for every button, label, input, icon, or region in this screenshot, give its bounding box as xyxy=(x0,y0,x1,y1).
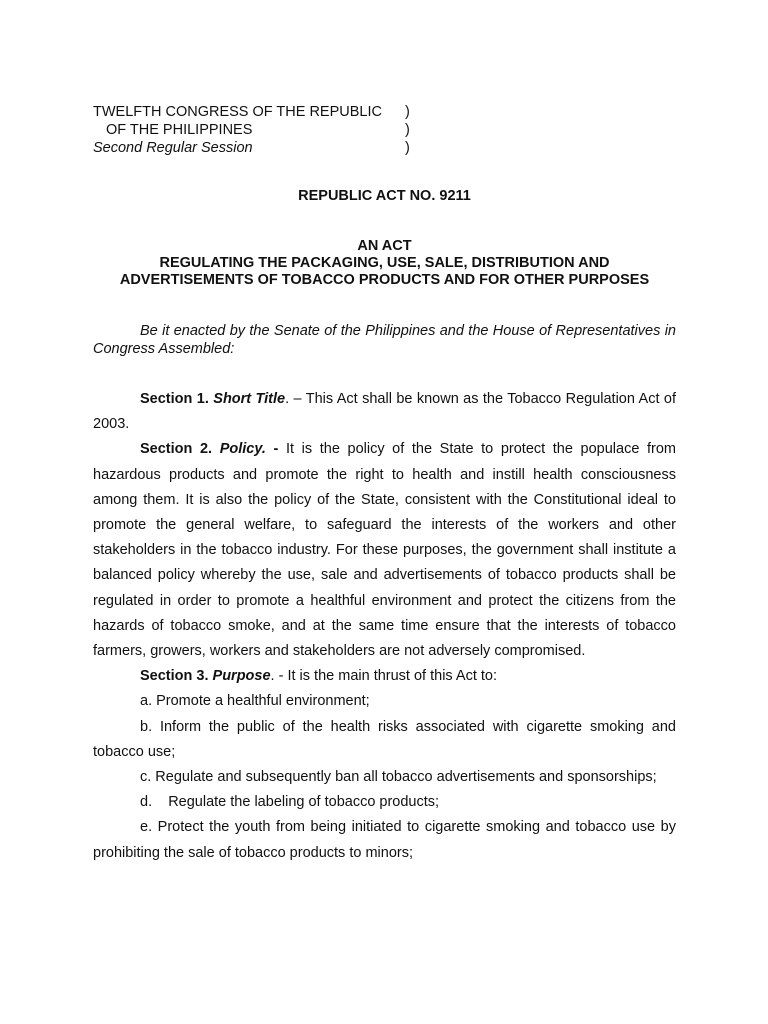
section-3-separator: . xyxy=(270,668,275,685)
header-paren-2: ) xyxy=(405,122,410,138)
header-session-text: Second Regular Session xyxy=(93,140,253,156)
section-3-title: Purpose xyxy=(212,668,271,685)
header-paren-3: ) xyxy=(405,140,410,156)
act-body xyxy=(93,387,676,866)
section-2-separator: - xyxy=(265,441,279,458)
header-line-3 xyxy=(93,139,423,157)
purpose-item-e: e. Protect the youth from being initiated to cigarette smoking and tobacco use by prohibiting the sale of tobacco products to minors; xyxy=(93,819,676,861)
purpose-item-b: b. Inform the public of the health risks associated with cigarette smoking and tobacco use; xyxy=(93,718,676,760)
header-line-2 xyxy=(93,121,423,139)
act-title-line-1: AN ACT xyxy=(357,238,412,254)
act-title-line-2: REGULATING THE PACKAGING, USE, SALE, DISTRIBUTION AND xyxy=(159,255,610,271)
section-2 xyxy=(93,437,676,664)
purpose-item-d: d. Regulate the labeling of tobacco products; xyxy=(140,794,440,811)
header-line-1 xyxy=(93,103,423,121)
congress-header xyxy=(93,103,423,157)
section-3 xyxy=(93,664,676,689)
section-1 xyxy=(93,387,676,437)
section-2-title: Policy. xyxy=(219,441,266,458)
act-title xyxy=(93,238,676,289)
section-3-text: - It is the main thrust of this Act to: xyxy=(274,668,497,685)
section-1-text: This Act shall be known as the Tobacco Regulation Act of 2003. xyxy=(93,391,676,433)
section-1-title: Short Title xyxy=(213,391,286,407)
act-title-line-3: ADVERTISEMENTS OF TOBACCO PRODUCTS AND FOR OTHER PURPOSES xyxy=(119,272,650,288)
enacting-clause: Be it enacted by the Senate of the Philippines and the House of Representatives in Congress Assembled: xyxy=(93,323,676,357)
header-congress-text: TWELFTH CONGRESS OF THE REPUBLIC xyxy=(93,104,382,120)
section-2-number: Section 2. xyxy=(140,441,213,458)
header-country-text: OF THE PHILIPPINES xyxy=(106,122,253,138)
section-1-number: Section 1. xyxy=(140,391,209,407)
act-number: REPUBLIC ACT NO. 9211 xyxy=(298,188,471,204)
section-3-number: Section 3. xyxy=(140,668,209,685)
section-1-separator: . – xyxy=(285,391,302,407)
purpose-item-c: c. Regulate and subsequently ban all tobacco advertisements and sponsorships; xyxy=(140,769,657,786)
section-2-text: It is the policy of the State to protect the populace from hazardous products and promote the right to health and instill health consciousness among them. It is also the policy of the State, consistent with the Constitutional ideal to promote the general welfare, to safeguard the interests of the workers and other stakeholders in the tobacco industry. For these purposes, the government shall institute a balanced policy whereby the use, sale and advertisements of tobacco products shall be regulated in order to promote a healthful environment and protect the citizens from the hazards of tobacco smoke, and at the same time ensure that the interests of tobacco farmers, growers, workers and stakeholders are not adversely compromised. xyxy=(93,441,677,660)
purpose-item-a: a. Promote a healthful environment; xyxy=(140,693,370,710)
header-paren-1: ) xyxy=(405,104,410,120)
